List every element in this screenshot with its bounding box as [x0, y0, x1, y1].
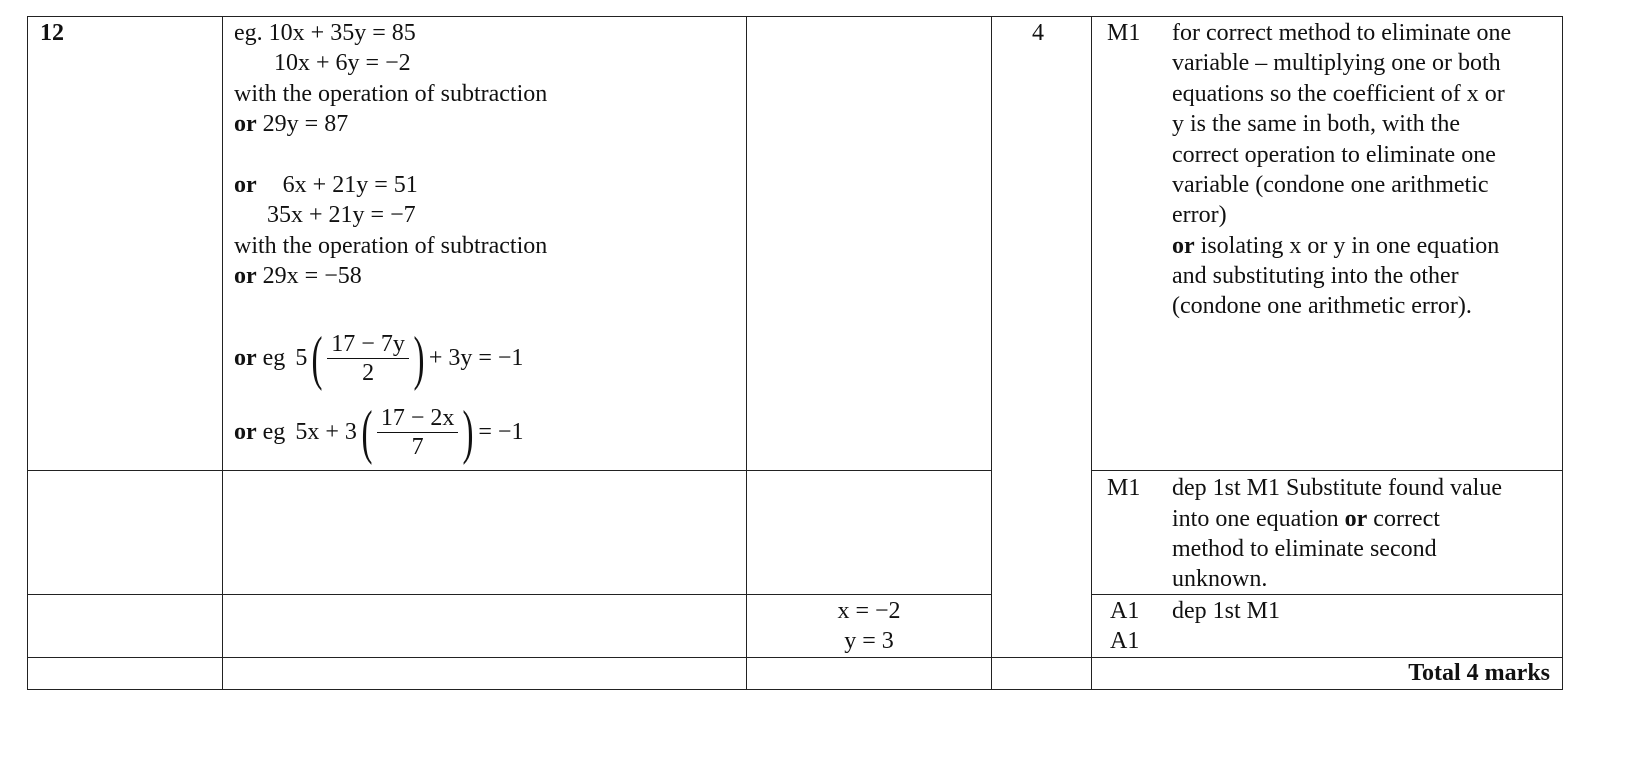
- sub2-suffix: = −1: [478, 418, 524, 445]
- substitution-1: [234, 324, 523, 392]
- or-label: or: [234, 418, 257, 445]
- equation-6x: 6x + 21y = 51: [282, 172, 418, 198]
- fraction-2-numerator: 17 − 2x: [377, 404, 459, 433]
- question-marks: 4: [1032, 20, 1044, 46]
- guidance-m1-second-line-3: method to eliminate second: [1172, 536, 1437, 562]
- or-label: or: [1172, 233, 1195, 259]
- guidance-text: correct: [1373, 506, 1440, 532]
- cell-total-working: [222, 657, 747, 690]
- guidance-m1-alt-line-3: (condone one arithmetic error).: [1172, 293, 1472, 319]
- cell-total-qn: [27, 657, 223, 690]
- sub2-prefix: 5x + 3: [295, 418, 357, 445]
- working-line-5: [234, 170, 418, 201]
- or-label: or: [234, 344, 257, 371]
- substitution-2: [234, 398, 523, 466]
- mark-code-a1-first: A1: [1110, 598, 1140, 624]
- cell-total-answer: [746, 657, 992, 690]
- guidance-a1: dep 1st M1: [1172, 598, 1280, 624]
- fraction-1: [327, 330, 409, 387]
- sub1-prefix: 5: [295, 344, 308, 371]
- working-line-4: [234, 109, 348, 140]
- eg-label: eg: [262, 344, 286, 371]
- fraction-1-denominator: 2: [362, 359, 375, 386]
- guidance-text: into one equation: [1172, 506, 1339, 532]
- working-line-3: with the operation of subtraction: [234, 81, 548, 107]
- cell-total-marks: [991, 657, 1092, 690]
- equation-29x: 29x = −58: [262, 263, 362, 289]
- fraction-1-numerator: 17 − 7y: [327, 330, 409, 359]
- total-marks: Total 4 marks: [1408, 660, 1550, 686]
- cell-guidance-3: [1091, 594, 1563, 658]
- answer-y: y = 3: [844, 628, 894, 654]
- question-number: 12: [40, 20, 64, 46]
- guidance-m1-line-1: for correct method to eliminate one: [1172, 20, 1512, 46]
- eg-label: eg: [262, 418, 286, 445]
- cell-marks: [991, 16, 1092, 658]
- guidance-m1-second-line-1: dep 1st M1 Substitute found value: [1172, 475, 1502, 501]
- mark-code-a1-second: A1: [1110, 628, 1140, 654]
- guidance-m1-line-4: y is the same in both, with the: [1172, 111, 1460, 137]
- open-paren: (: [361, 399, 373, 465]
- working-line-1: eg. 10x + 35y = 85: [234, 20, 416, 46]
- guidance-m1-line-2: variable – multiplying one or both: [1172, 50, 1501, 76]
- or-label: or: [234, 111, 257, 137]
- guidance-m1-second-line-2: [1172, 504, 1440, 535]
- guidance-m1-line-5: correct operation to eliminate one: [1172, 142, 1496, 168]
- guidance-alt-text: isolating x or y in one equation: [1200, 233, 1500, 259]
- cell-row3-qn: [27, 594, 223, 658]
- guidance-m1-line-6: variable (condone one arithmetic: [1172, 172, 1489, 198]
- cell-question-number: [27, 16, 223, 471]
- working-line-8: [234, 261, 362, 292]
- cell-row2-working: [222, 470, 747, 595]
- guidance-m1-second-line-4: unknown.: [1172, 566, 1268, 592]
- guidance-m1-line-7: error): [1172, 202, 1227, 228]
- fraction-2-denominator: 7: [411, 433, 424, 460]
- close-paren: ): [413, 325, 425, 391]
- cell-row3-working: [222, 594, 747, 658]
- working-line-7: with the operation of subtraction: [234, 233, 548, 259]
- fraction-2: [377, 404, 459, 461]
- equation-29y: 29y = 87: [262, 111, 349, 137]
- guidance-m1-alt-line-2: and substituting into the other: [1172, 263, 1459, 289]
- or-label: or: [234, 263, 257, 289]
- working-line-6: 35x + 21y = −7: [267, 202, 416, 228]
- cell-row2-qn: [27, 470, 223, 595]
- sub1-suffix: + 3y = −1: [428, 344, 524, 371]
- or-label: or: [1344, 506, 1368, 532]
- mark-code-m1-first: M1: [1107, 20, 1141, 46]
- working-line-2: 10x + 6y = −2: [274, 50, 411, 76]
- cell-answer: [746, 16, 992, 471]
- close-paren: ): [462, 399, 474, 465]
- guidance-m1-alt-line-1: [1172, 231, 1499, 262]
- or-label: or: [234, 172, 257, 198]
- mark-code-m1-second: M1: [1107, 475, 1141, 501]
- open-paren: (: [311, 325, 323, 391]
- guidance-m1-line-3: equations so the coefficient of x or: [1172, 81, 1505, 107]
- cell-row2-answer: [746, 470, 992, 595]
- answer-x: x = −2: [837, 598, 901, 624]
